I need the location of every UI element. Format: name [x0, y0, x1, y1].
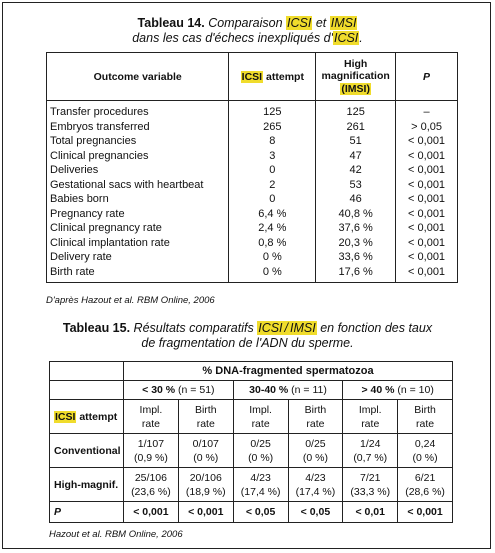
cell-imsi: 47: [316, 149, 396, 164]
table14-caption: [0, 16, 495, 46]
table15-subheader-row: [50, 400, 453, 434]
header-icsi-attempt-text: attempt: [79, 410, 118, 423]
cell-count: 25/106: [134, 471, 167, 484]
table15-group-row: [50, 381, 453, 400]
table-row: [47, 178, 458, 193]
subheader-text: Birth: [414, 403, 436, 416]
row-label: Conventional: [50, 434, 124, 468]
table-cell: [178, 468, 233, 502]
subheader-rate-text: rate: [251, 417, 270, 430]
table15-corner-cell-2: [50, 381, 124, 400]
p-value-cell: < 0,01: [343, 502, 398, 523]
cell-imsi: 46: [316, 192, 396, 207]
cell-imsi: 53: [316, 178, 396, 193]
subheader-text: Impl.: [358, 403, 382, 416]
table-cell: [288, 434, 343, 468]
cell-count: 20/106: [189, 471, 222, 484]
cell-imsi: 33,6 %: [316, 250, 396, 265]
row-label: Babies born: [50, 193, 109, 205]
row-label: Gestational sacs with heartbeat: [50, 178, 204, 191]
cell-count: 4/23: [305, 471, 326, 484]
subheader-birth-rate: [398, 400, 453, 434]
table-cell: [288, 468, 343, 502]
table-cell: [123, 434, 178, 468]
p-value-row: [50, 502, 453, 523]
cell-imsi: 125: [316, 101, 396, 120]
table14-title-end: .: [359, 31, 363, 45]
cell-count: 6/21: [414, 471, 436, 484]
p-value-cell: < 0,001: [178, 502, 233, 523]
table-row: [47, 192, 458, 207]
cell-icsi: 8: [229, 134, 316, 149]
cell-percent: (18,9 %): [185, 485, 226, 498]
group-n: (n = 51): [178, 384, 215, 396]
table-cell: [178, 434, 233, 468]
cell-percent: (33,3 %): [350, 485, 391, 498]
table15-title-line2: de fragmentation de l'ADN du sperme.: [141, 336, 354, 350]
subheader-text: Birth: [194, 403, 217, 416]
p-value-cell: < 0,001: [123, 502, 178, 523]
group-header-0: [123, 381, 233, 400]
cell-count: 0/25: [305, 437, 326, 450]
header-icsi-attempt: [50, 400, 124, 434]
highlight-icsi: ICSI: [241, 70, 263, 83]
subheader-rate-text: rate: [416, 417, 435, 430]
subheader-rate-text: rate: [306, 417, 325, 430]
table15-header-main-row: [50, 362, 453, 381]
group-n: (n = 11): [291, 384, 327, 396]
group-header-1: [233, 381, 343, 400]
highlight-imsi: IMSI: [330, 16, 357, 30]
highlight-imsi: IMSI: [290, 321, 316, 335]
cell-imsi: 51: [316, 134, 396, 149]
table-cell: [123, 468, 178, 502]
highlight-slash: /: [284, 321, 289, 335]
subheader-impl-rate: [123, 400, 178, 434]
table14-body: [47, 101, 458, 283]
cell-p: < 0,001: [396, 265, 458, 283]
cell-icsi: 125: [229, 101, 316, 120]
table15-label: Tableau 15.: [62, 321, 131, 335]
p-value-cell: < 0,001: [398, 502, 453, 523]
table15-title-text: Résultats comparatifs: [133, 321, 254, 335]
highlight-icsi: ICSI: [258, 321, 283, 335]
cell-icsi: 6,4 %: [229, 207, 316, 222]
subheader-rate-text: rate: [361, 417, 380, 430]
cell-icsi: 265: [229, 120, 316, 135]
table14-header-row: [47, 53, 458, 101]
cell-count: 0,24: [414, 437, 436, 450]
cell-icsi: 0 %: [229, 250, 316, 265]
table14-label: Tableau 14.: [137, 16, 205, 30]
table-cell: [233, 434, 288, 468]
p-label-text: P: [54, 506, 62, 518]
cell-count: 1/107: [137, 437, 165, 450]
header-high-line1: High: [343, 58, 368, 70]
cell-percent: (0 %): [248, 451, 274, 464]
table-row: [47, 163, 458, 178]
row-label: Clinical implantation rate: [50, 236, 170, 249]
table15-source: Hazout et al. RBM Online, 2006: [49, 529, 183, 540]
header-outcome: Outcome variable: [47, 53, 229, 101]
cell-p: < 0,001: [396, 134, 458, 149]
cell-count: 0/25: [250, 437, 271, 450]
table-row: [50, 468, 453, 502]
cell-icsi: 2,4 %: [229, 221, 316, 236]
cell-p: < 0,001: [396, 207, 458, 222]
table15-title-post: en fonction des taux: [320, 321, 433, 335]
cell-count: 1/24: [360, 437, 381, 450]
table-row: [50, 434, 453, 468]
table-row: [47, 134, 458, 149]
table-row: [47, 265, 458, 283]
cell-count: 4/23: [250, 471, 271, 484]
cell-percent: (0 %): [412, 451, 438, 464]
highlight-icsi: ICSI: [287, 16, 312, 30]
table15-caption: [0, 321, 495, 351]
row-label: Clinical pregnancies: [50, 149, 149, 162]
cell-percent: (17,4 %): [295, 485, 336, 498]
header-dna-fragmented: % DNA-fragmented spermatozoa: [123, 362, 452, 381]
table-row: [47, 250, 458, 265]
row-label: Pregnancy rate: [50, 207, 125, 220]
subheader-impl-rate: [233, 400, 288, 434]
highlight-imsi: (IMSI): [341, 83, 370, 95]
table15-body: [50, 434, 453, 523]
table14: [46, 52, 458, 283]
header-high-magnification: [316, 53, 396, 101]
cell-p: < 0,001: [396, 250, 458, 265]
table-cell: [233, 468, 288, 502]
row-label: Delivery rate: [50, 251, 112, 263]
table-row: [47, 207, 458, 222]
table14-source: D'après Hazout et al. RBM Online, 2006: [46, 295, 215, 306]
subheader-text: Impl.: [139, 403, 163, 416]
cell-count: 7/21: [360, 471, 381, 484]
cell-imsi: 40,8 %: [316, 207, 396, 222]
cell-percent: (0 %): [302, 451, 328, 464]
cell-p: < 0,001: [396, 236, 458, 251]
cell-p: < 0,001: [396, 178, 458, 193]
cell-icsi: 0: [229, 163, 316, 178]
subheader-text: Impl.: [249, 403, 272, 416]
table-row: [47, 236, 458, 251]
row-label: Total pregnancies: [50, 135, 137, 147]
table15: [49, 361, 453, 523]
cell-icsi: 0,8 %: [229, 236, 316, 251]
cell-percent: (23,6 %): [131, 485, 171, 498]
row-label: Deliveries: [50, 164, 99, 176]
row-label: Transfer procedures: [50, 106, 149, 118]
header-icsi-attempt: [229, 53, 316, 101]
cell-p: < 0,001: [396, 149, 458, 164]
table15-corner-cell: [50, 362, 124, 381]
subheader-text: Birth: [304, 403, 327, 416]
row-label-p: [50, 502, 124, 523]
table-row: [47, 221, 458, 236]
table14-title-text: Comparaison: [208, 16, 283, 30]
p-value-cell: < 0,05: [233, 502, 288, 523]
header-p-text: P: [423, 70, 431, 83]
cell-icsi: 3: [229, 149, 316, 164]
cell-imsi: 261: [316, 120, 396, 135]
cell-p: < 0,001: [396, 192, 458, 207]
subheader-impl-rate: [343, 400, 398, 434]
cell-icsi: 2: [229, 178, 316, 193]
table14-title-line2: dans les cas d'échecs inexpliqués d': [132, 31, 333, 45]
table-cell: [343, 468, 398, 502]
group-n: (n = 10): [397, 384, 434, 396]
header-icsi-attempt-text: attempt: [266, 70, 304, 83]
cell-icsi: 0 %: [229, 265, 316, 283]
subheader-birth-rate: [178, 400, 233, 434]
row-label: Birth rate: [50, 265, 95, 278]
cell-percent: (0,7 %): [353, 451, 388, 464]
cell-percent: (28,6 %): [405, 485, 445, 498]
cell-imsi: 20,3 %: [316, 236, 396, 251]
cell-count: 0/107: [192, 437, 219, 450]
table-cell: [398, 468, 453, 502]
cell-percent: (17,4 %): [240, 485, 281, 498]
cell-percent: (0,9 %): [133, 451, 168, 464]
header-p: [396, 53, 458, 101]
table-row: [47, 149, 458, 164]
header-high-line2: magnification: [321, 70, 390, 82]
table-row: [47, 101, 458, 120]
cell-percent: (0 %): [193, 451, 219, 464]
group-header-2: [343, 381, 453, 400]
cell-p: > 0,05: [396, 120, 458, 135]
group-range: > 40 %: [361, 384, 395, 396]
row-label: High-magnif.: [50, 468, 124, 502]
highlight-icsi-2: ICSI: [333, 31, 359, 45]
cell-imsi: 17,6 %: [316, 265, 396, 283]
cell-imsi: 42: [316, 163, 396, 178]
group-range: < 30 %: [142, 384, 176, 396]
subheader-rate-text: rate: [196, 417, 215, 430]
cell-p: < 0,001: [396, 163, 458, 178]
row-label: Embryos transferred: [50, 120, 150, 133]
table-cell: [398, 434, 453, 468]
cell-p: –: [396, 101, 458, 120]
table14-title-et: et: [315, 16, 327, 30]
row-label: Clinical pregnancy rate: [50, 222, 162, 234]
table-cell: [343, 434, 398, 468]
cell-icsi: 0: [229, 192, 316, 207]
subheader-birth-rate: [288, 400, 343, 434]
cell-p: < 0,001: [396, 221, 458, 236]
table-row: [47, 120, 458, 135]
subheader-rate-text: rate: [141, 417, 160, 430]
highlight-icsi: ICSI: [55, 410, 76, 423]
cell-imsi: 37,6 %: [316, 221, 396, 236]
p-value-cell: < 0,05: [288, 502, 343, 523]
group-range: 30-40 %: [249, 384, 289, 396]
